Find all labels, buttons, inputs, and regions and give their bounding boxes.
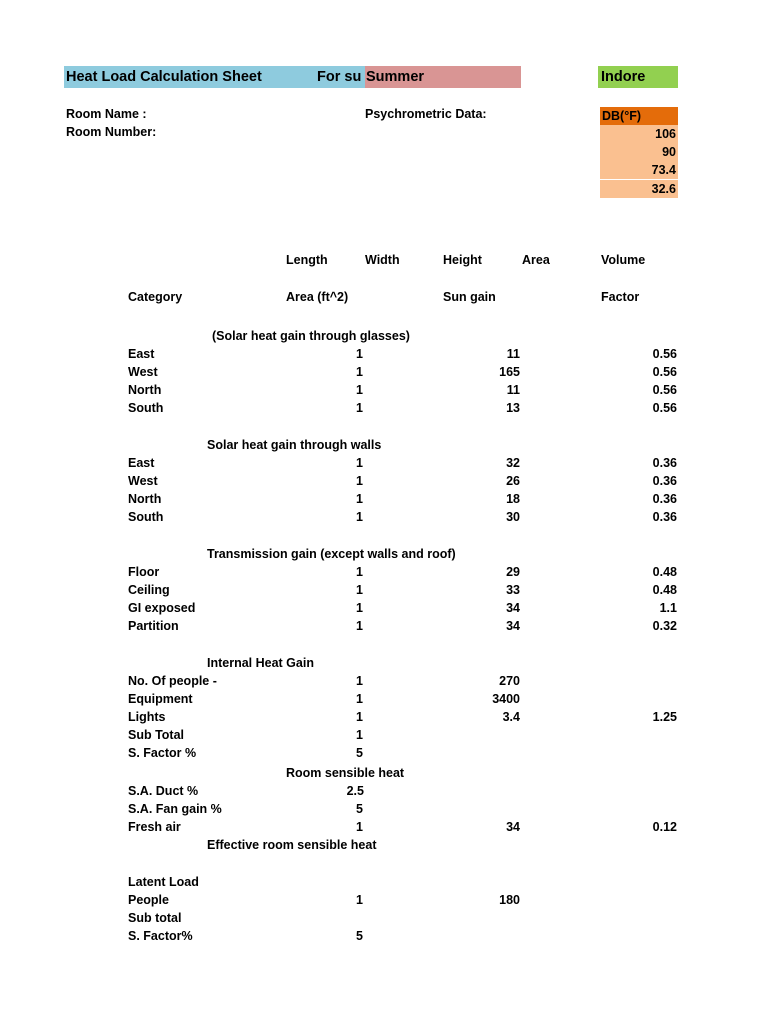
- row-factor: 0.48: [652, 565, 677, 579]
- row-sun-gain: 3.4: [502, 710, 520, 724]
- city-cell: [598, 66, 678, 88]
- row-sun-gain: 11: [506, 347, 520, 361]
- db-header: DB(°F): [602, 109, 642, 123]
- row-factor: 1.25: [652, 710, 677, 724]
- row-factor: 0.56: [652, 365, 677, 379]
- row-area: 1: [356, 820, 363, 834]
- table-row: [0, 726, 768, 744]
- row-area: 1: [356, 383, 363, 397]
- row-sun-gain: 34: [506, 601, 520, 615]
- row-label: S.A. Fan gain %: [128, 802, 222, 816]
- col-sun-gain: Sun gain: [443, 290, 496, 304]
- row-label: People: [128, 893, 169, 907]
- season-cell: [365, 66, 521, 88]
- row-label: North: [128, 492, 162, 506]
- psy-value: 106: [655, 127, 676, 141]
- row-label: S. Factor %: [128, 746, 197, 760]
- psy-value: 90: [662, 145, 676, 159]
- col-height: Height: [443, 253, 482, 267]
- row-sun-gain: 34: [506, 619, 520, 633]
- row-label: Lights: [128, 710, 166, 724]
- row-area: 1: [356, 619, 363, 633]
- row-area: 5: [356, 746, 363, 760]
- table-row: [0, 617, 768, 635]
- table-row: [0, 581, 768, 599]
- col-area-ft2: Area (ft^2): [286, 290, 349, 304]
- row-label: East: [128, 347, 155, 361]
- table-row: [0, 690, 768, 708]
- section-title: Room sensible heat: [286, 766, 405, 780]
- table-row: [0, 744, 768, 762]
- row-factor: 0.36: [652, 510, 677, 524]
- db-header-cell: [600, 107, 678, 125]
- row-label: West: [128, 365, 158, 379]
- row-label: Floor: [128, 565, 160, 579]
- sheet-title: Heat Load Calculation Sheet: [66, 69, 262, 85]
- row-area: 1: [356, 456, 363, 470]
- table-row: [0, 490, 768, 508]
- row-sun-gain: 18: [506, 492, 520, 506]
- city-value: Indore: [601, 69, 646, 85]
- psy-value-cell: [600, 125, 678, 143]
- table-row: [0, 345, 768, 363]
- row-label: South: [128, 510, 164, 524]
- psy-value: 73.4: [651, 163, 676, 177]
- latent-title: Latent Load: [128, 875, 199, 889]
- row-area: 1: [356, 347, 363, 361]
- section-title: (Solar heat gain through glasses): [212, 329, 410, 343]
- room-number-label: Room Number:: [66, 125, 157, 139]
- row-area: 1: [356, 893, 363, 907]
- section-title: Effective room sensible heat: [207, 838, 377, 852]
- season-value: Summer: [366, 69, 425, 85]
- psychrometric-label: Psychrometric Data:: [365, 107, 487, 121]
- row-factor: 0.56: [652, 401, 677, 415]
- col-volume: Volume: [601, 253, 646, 267]
- row-label: South: [128, 401, 164, 415]
- row-area: 1: [356, 692, 363, 706]
- col-length: Length: [286, 253, 328, 267]
- psy-value-cell: [600, 180, 678, 198]
- table-row: [0, 909, 768, 927]
- row-factor: 0.56: [652, 383, 677, 397]
- row-sun-gain: 32: [506, 456, 520, 470]
- row-label: GI exposed: [128, 601, 196, 615]
- table-row: [0, 672, 768, 690]
- row-label: Fresh air: [128, 820, 181, 834]
- table-row: [0, 927, 768, 945]
- row-label: Ceiling: [128, 583, 170, 597]
- table-row: [0, 399, 768, 417]
- psy-value: 32.6: [651, 182, 676, 196]
- row-factor: 0.36: [652, 492, 677, 506]
- row-area: 1: [356, 601, 363, 615]
- row-area: 1: [356, 583, 363, 597]
- row-area: 5: [356, 929, 363, 943]
- col-area: Area: [522, 253, 550, 267]
- row-factor: 0.56: [652, 347, 677, 361]
- table-row: [0, 454, 768, 472]
- col-width: Width: [365, 253, 400, 267]
- row-area: 1: [356, 710, 363, 724]
- section-title: Internal Heat Gain: [207, 656, 314, 670]
- row-sun-gain: 33: [506, 583, 520, 597]
- psy-value-cell: [600, 161, 678, 179]
- table-row: [0, 782, 768, 800]
- title-cell: [64, 66, 365, 88]
- row-label: S.A. Duct %: [128, 784, 199, 798]
- row-factor: 1.1: [659, 601, 677, 615]
- row-area: 1: [356, 510, 363, 524]
- row-sun-gain: 165: [499, 365, 520, 379]
- row-factor: 0.12: [652, 820, 677, 834]
- row-sun-gain: 270: [499, 674, 520, 688]
- row-factor: 0.48: [652, 583, 677, 597]
- row-area: 1: [356, 565, 363, 579]
- section-title: Transmission gain (except walls and roof): [207, 547, 456, 561]
- for-label: For su: [317, 69, 362, 85]
- room-name-label: Room Name :: [66, 107, 147, 121]
- row-sun-gain: 11: [506, 383, 520, 397]
- table-row: [0, 508, 768, 526]
- row-sun-gain: 13: [506, 401, 520, 415]
- row-sun-gain: 3400: [492, 692, 520, 706]
- table-row: [0, 381, 768, 399]
- row-factor: 0.36: [652, 456, 677, 470]
- table-row: [0, 599, 768, 617]
- table-row: [0, 708, 768, 726]
- row-label: West: [128, 474, 158, 488]
- row-area: 1: [356, 492, 363, 506]
- row-area: 2.5: [346, 784, 364, 798]
- table-row: [0, 891, 768, 909]
- row-sun-gain: 26: [506, 474, 520, 488]
- table-row: [0, 363, 768, 381]
- section-title: Solar heat gain through walls: [207, 438, 382, 452]
- row-sun-gain: 180: [499, 893, 520, 907]
- row-label: No. Of people -: [128, 674, 217, 688]
- psy-value-cell: [600, 143, 678, 161]
- table-row: [0, 818, 768, 836]
- row-area: 1: [356, 365, 363, 379]
- row-area: 1: [356, 674, 363, 688]
- table-row: [0, 800, 768, 818]
- row-area: 5: [356, 802, 363, 816]
- row-area: 1: [356, 401, 363, 415]
- table-row: [0, 563, 768, 581]
- row-label: North: [128, 383, 162, 397]
- row-label: Equipment: [128, 692, 193, 706]
- row-sun-gain: 34: [506, 820, 520, 834]
- row-label: Sub total: [128, 911, 182, 925]
- row-factor: 0.36: [652, 474, 677, 488]
- row-label: Sub Total: [128, 728, 185, 742]
- table-row: [0, 472, 768, 490]
- row-area: 1: [356, 474, 363, 488]
- row-area: 1: [356, 728, 363, 742]
- row-sun-gain: 30: [506, 510, 520, 524]
- row-sun-gain: 29: [506, 565, 520, 579]
- col-category: Category: [128, 290, 183, 304]
- row-label: S. Factor%: [128, 929, 193, 943]
- row-label: Partition: [128, 619, 179, 633]
- row-factor: 0.32: [652, 619, 677, 633]
- row-label: East: [128, 456, 155, 470]
- col-factor: Factor: [601, 290, 640, 304]
